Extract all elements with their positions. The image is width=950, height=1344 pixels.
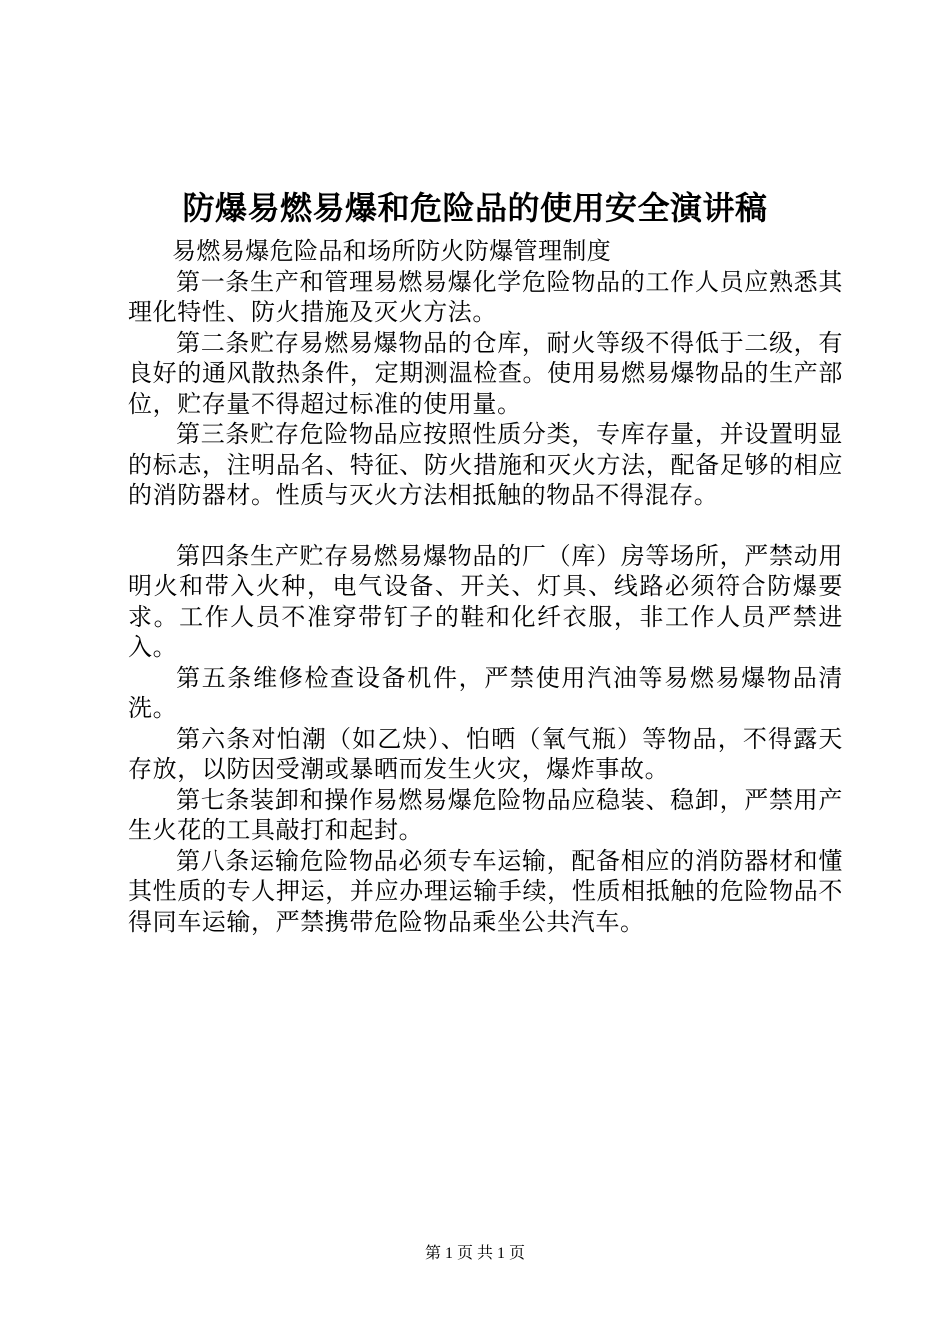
page-footer: 第 1 页 共 1 页 xyxy=(424,1245,525,1262)
article-5: 第五条维修检查设备机件，严禁使用汽油等易燃易爆物品清洗。 xyxy=(128,663,843,722)
section-heading: 易燃易爆危险品和场所防火防爆管理制度 xyxy=(172,237,612,265)
article-2: 第二条贮存易燃易爆物品的仓库，耐火等级不得低于二级，有良好的通风散热条件，定期测温检查。使用易燃易爆物品的生产部位，贮存量不得超过标准的使用量。 xyxy=(128,328,843,418)
article-1: 第一条生产和管理易燃易爆化学危险物品的工作人员应熟悉其理化特性、防火措施及灭火方法。 xyxy=(128,267,843,326)
article-6: 第六条对怕潮（如乙炔）、怕晒（氧气瓶）等物品，不得露天存放，以防因受潮或暴晒而发生火灾，爆炸事故。 xyxy=(128,724,843,783)
article-3: 第三条贮存危险物品应按照性质分类，专库存量，并设置明显的标志，注明品名、特征、防火措施和灭火方法，配备足够的相应的消防器材。性质与灭火方法相抵触的物品不得混存。 xyxy=(128,420,843,509)
document-title: 防爆易燃易爆和危险品的使用安全演讲稿 xyxy=(182,189,768,227)
article-4: 第四条生产贮存易燃易爆物品的厂（库）房等场所，严禁动用明火和带入火种，电气设备、开关、灯具、线路必须符合防爆要求。工作人员不准穿带钉子的鞋和化纤衣服，非工作人员严禁进入。 xyxy=(128,541,843,661)
paragraph-gap xyxy=(128,511,843,541)
document-body xyxy=(128,236,843,937)
article-7: 第七条装卸和操作易燃易爆危险物品应稳装、稳卸，严禁用产生火花的工具敲打和起封。 xyxy=(128,785,843,844)
article-8: 第八条运输危险物品必须专车运输，配备相应的消防器材和懂其性质的专人押运，并应办理运输手续，性质相抵触的危险物品不得同车运输，严禁携带危险物品乘坐公共汽车。 xyxy=(128,846,843,936)
